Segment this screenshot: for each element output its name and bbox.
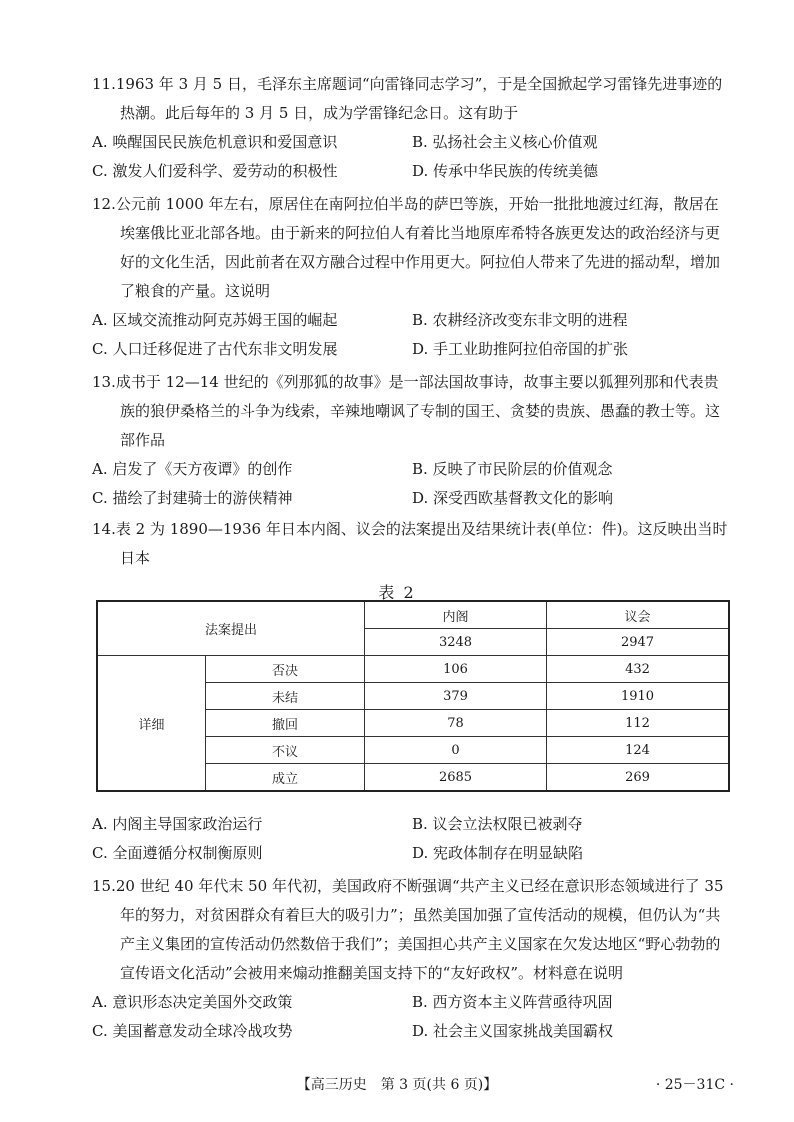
option-b: B. 弘扬社会主义核心价值观 [412,133,598,151]
question-stem [92,872,732,988]
total-cabinet: 3248 [365,629,547,656]
cell-cabinet: 0 [365,737,547,764]
option-b: B. 议会立法权限已被剥夺 [412,815,583,833]
option-b: B. 农耕经济改变东非文明的进程 [412,311,628,329]
options [92,455,732,513]
question-text: 20 世纪 40 年代末 50 年代初，美国政府不断强调“共产主义已经在意识形态领域进行了 35 年的努力，对贫困群众有着巨大的吸引力”；虽然美国加强了宣传活动的规模，但仍认为“共产主义集团的宣传活动仍然数倍于我们”；美国担心共产主义国家在欠发达地区“野心勃勃的宣传语文化活动”会被用来煽动推翻美国支持下的“友好政权”。材料意在说明 [115,877,724,982]
option-c: C. 美国蓄意发动全球冷战攻势 [92,1022,293,1040]
statistics-table [96,600,730,792]
option-a: A. 启发了《天方夜谭》的创作 [92,460,293,478]
cell-parliament: 1910 [547,683,730,710]
question-text: 成书于 12—14 世纪的《列那狐的故事》是一部法国故事诗，故事主要以狐狸列那和代表贵族的狼伊桑格兰的斗争为线索，辛辣地嘲讽了专制的国王、贪婪的贵族、愚蠢的教士等。这部作品 [115,373,721,449]
option-c: C. 描绘了封建骑士的游侠精神 [92,489,293,507]
option-d: D. 深受西欧基督教文化的影响 [412,489,614,507]
question-number: 13. [92,373,116,391]
question-stem [92,70,732,128]
total-parliament: 2947 [547,629,730,656]
cell-parliament: 432 [547,656,730,683]
col-header-parliament: 议会 [547,601,730,629]
option-c: C. 激发人们爱科学、爱劳动的积极性 [92,162,338,180]
question-14-options [92,810,732,868]
options [92,128,732,186]
option-b: B. 西方资本主义阵营亟待巩固 [412,993,613,1011]
row-label: 未结 [206,683,365,710]
question-14 [92,515,732,573]
question-15 [92,872,732,1046]
cell-cabinet: 379 [365,683,547,710]
question-text: 1963 年 3 月 5 日，毛泽东主席题词“向雷锋同志学习”，于是全国掀起学习雷锋先进事迹的热潮。此后每年的 3 月 5 日，成为学雷锋纪念日。这有助于 [115,75,723,122]
option-d: D. 宪政体制存在明显缺陷 [412,844,584,862]
option-a: A. 内阁主导国家政治运行 [92,815,263,833]
question-stem [92,515,732,573]
option-d: D. 社会主义国家挑战美国霸权 [412,1022,614,1040]
cell-parliament: 112 [547,710,730,737]
options [92,306,732,364]
row-label: 撤回 [206,710,365,737]
cell-cabinet: 106 [365,656,547,683]
option-a: A. 意识形态决定美国外交政策 [92,993,293,1011]
header-label: 法案提出 [97,601,365,656]
option-d: D. 手工业助推阿拉伯帝国的扩张 [412,340,629,358]
page-number: 【高三历史 第 3 页(共 6 页)】 [296,1077,498,1093]
question-number: 12. [92,195,116,213]
row-label: 不议 [206,737,365,764]
options [92,810,732,868]
option-a: A. 区域交流推动阿克苏姆王国的崛起 [92,311,338,329]
cell-parliament: 269 [547,764,730,792]
row-label: 否决 [206,656,365,683]
option-c: C. 人口迁移促进了古代东非文明发展 [92,340,338,358]
option-d: D. 传承中华民族的传统美德 [412,162,599,180]
question-text: 表 2 为 1890—1936 年日本内阁、议会的法案提出及结果统计表(单位：件)。这反映出当时日本 [115,520,728,567]
options [92,988,732,1046]
question-number: 14. [92,520,116,538]
cell-cabinet: 78 [365,710,547,737]
option-b: B. 反映了市民阶层的价值观念 [412,460,613,478]
question-number: 15. [92,877,116,895]
option-c: C. 全面遵循分权制衡原则 [92,844,263,862]
question-text: 公元前 1000 年左右，原居住在南阿拉伯半岛的萨巴等族，开始一批批地渡过红海，散居在埃塞俄比亚北部各地。由于新来的阿拉伯人有着比当地原库希特各族更发达的政治经济与更好的文化生活，因此前者在双方融合过程中作用更大。阿拉伯人带来了先进的摇动犁，增加了粮食的产量。这说明 [115,195,721,300]
cell-parliament: 124 [547,737,730,764]
option-a: A. 唤醒国民民族危机意识和爱国意识 [92,133,338,151]
question-number: 11. [92,75,116,93]
question-11 [92,70,732,186]
col-header-cabinet: 内阁 [365,601,547,629]
table-header-row [97,601,729,629]
question-13 [92,368,732,513]
question-stem [92,190,732,306]
row-label: 成立 [206,764,365,792]
question-12 [92,190,732,364]
detail-label: 详细 [97,656,206,792]
cell-cabinet: 2685 [365,764,547,792]
table-caption: 表 2 [378,583,416,602]
exam-code: · 25－31C · [655,1077,734,1093]
table-row [97,656,729,683]
question-stem [92,368,732,455]
